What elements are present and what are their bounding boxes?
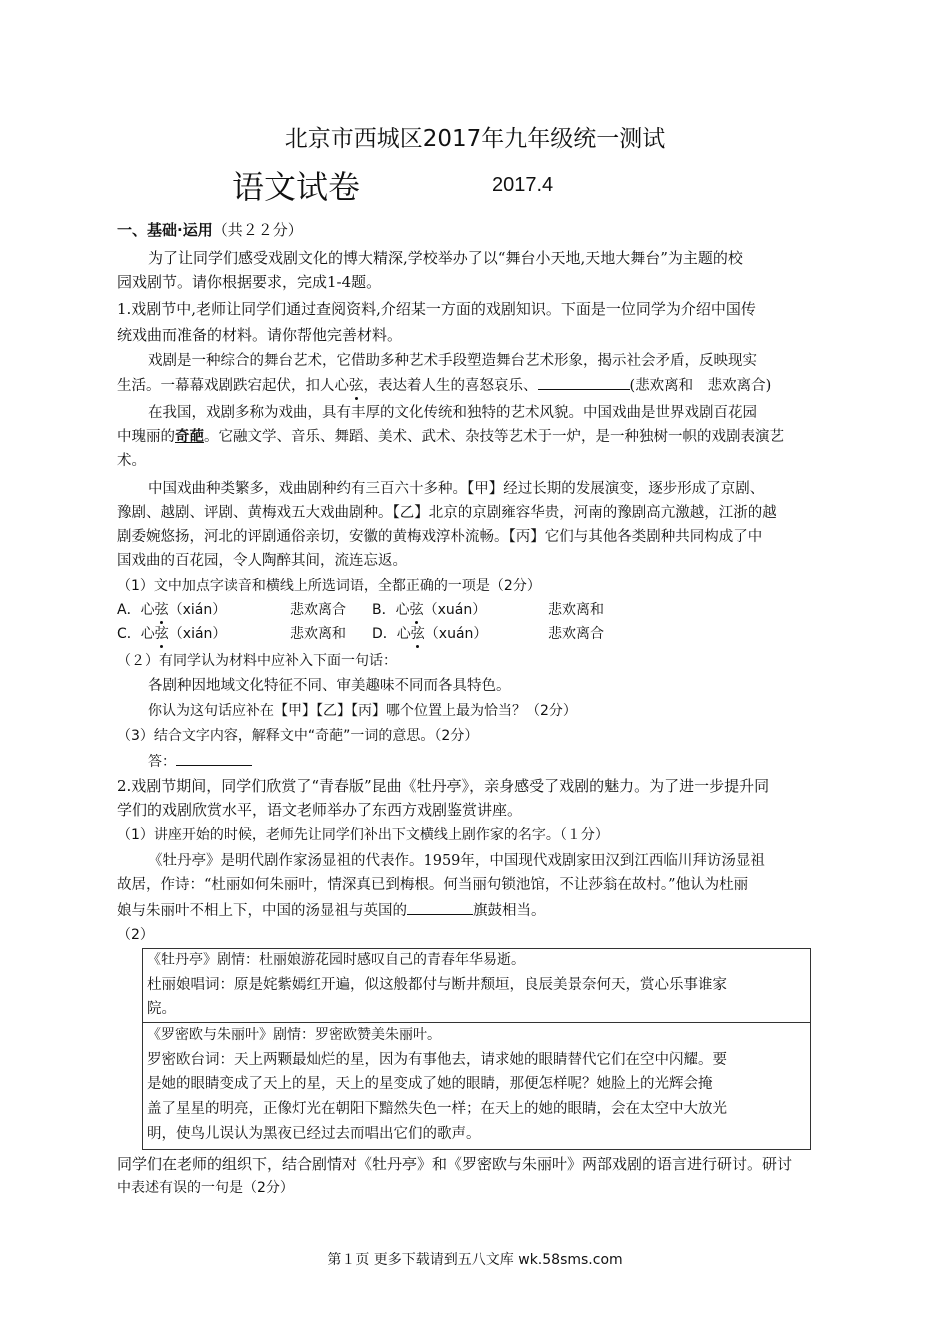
box2-line: 是她的眼睛变成了天上的星，天上的星变成了她的眼睛，那便怎样呢？她脸上的光辉会掩 — [147, 1076, 713, 1092]
option-a[interactable]: A．心弦（xián） — [117, 602, 227, 618]
answer-line: 答： — [148, 751, 252, 772]
box2-line: 《罗密欧与朱丽叶》剧情：罗密欧赞美朱丽叶。 — [147, 1027, 441, 1043]
q1-sub1: （1）文中加点字读音和横线上所选词语，全都正确的一项是（2分） — [117, 578, 541, 594]
keyword-qipa: 奇葩 — [175, 428, 204, 445]
q1-passage-line: 术。 — [117, 453, 146, 469]
q1-passage-line: 在我国，戏剧多称为戏曲，具有丰厚的文化传统和独特的艺术风貌。中国戏曲是世界戏剧百花园 — [148, 405, 757, 421]
q2-closing-2: 中表述有误的一句是（2分） — [117, 1180, 294, 1196]
option-c-word: 悲欢离和 — [290, 626, 346, 642]
q1-passage-line: 剧委婉悠扬，河北的评剧通俗亲切，安徽的黄梅戏淳朴流畅。【丙】它们与其他各类剧种共同构成了中 — [117, 529, 763, 545]
section-title: 一、基础·运用 — [117, 221, 213, 239]
q1-passage-line: 国戏曲的百花园，令人陶醉其间，流连忘返。 — [117, 553, 407, 569]
q1-stem-2: 统戏曲而准备的材料。请你帮他完善材料。 — [117, 326, 403, 344]
option-d[interactable]: D．心弦（xuán） — [372, 626, 488, 642]
dotted-char: 弦 — [349, 378, 364, 394]
intro-line-1: 为了让同学们感受戏剧文化的博大精深,学校举办了以“舞台小天地,天地大舞台”为主题的校 — [148, 249, 743, 267]
page-footer: 第１页 更多下载请到五八文库 wk.58sms.com — [327, 1252, 623, 1268]
box1-line: 院。 — [147, 1001, 176, 1017]
intro-line-2: 园戏剧节。请你根据要求，完成1-4题。 — [117, 273, 382, 291]
q2-stem-1: 2.戏剧节期间，同学们欣赏了“青春版”昆曲《牡丹亭》，亲身感受了戏剧的魅力。为了进一步提升同 — [117, 777, 770, 795]
q1-stem-1: 1.戏剧节中,老师让同学们通过查阅资料,介绍某一方面的戏剧知识。下面是一位同学为介绍中国传 — [117, 300, 756, 318]
box2-line: 罗密欧台词：天上两颗最灿烂的星，因为有事他去，请求她的眼睛替代它们在空中闪耀。要 — [147, 1052, 727, 1068]
answer-blank[interactable] — [538, 375, 630, 390]
option-d-word: 悲欢离合 — [548, 626, 604, 642]
section-score: （共２２分） — [212, 221, 303, 239]
box2-line: 明，使鸟儿误认为黑夜已经过去而唱出它们的歌声。 — [147, 1126, 481, 1142]
option-c[interactable]: C．心弦（xián） — [117, 626, 227, 642]
q1-passage-line: 生活。一幕幕戏剧跌宕起伏，扣人心弦，表达着人生的喜怒哀乐、 (悲欢离和 悲欢离合) — [117, 375, 771, 396]
q1-sub2-ask: 你认为这句话应补在【甲】【乙】【丙】哪个位置上最为恰当？（2分） — [148, 703, 577, 719]
box1-line: 《牡丹亭》剧情：杜丽娘游花园时感叹自己的青春年华易逝。 — [147, 952, 525, 968]
q2-closing-1: 同学们在老师的组织下，结合剧情对《牡丹亭》和《罗密欧与朱丽叶》两部戏剧的语言进行研讨。研讨 — [117, 1155, 793, 1173]
q2-passage-line: 娘与朱丽叶不相上下，中国的汤显祖与英国的 旗鼓相当。 — [117, 900, 546, 921]
q1-sub2: （２）有同学认为材料中应补入下面一句话： — [117, 653, 397, 669]
q2-passage-line: 《牡丹亭》是明代剧作家汤显祖的代表作。1959年，中国现代戏剧家田汉到江西临川拜访汤显祖 — [148, 853, 765, 869]
q1-sub3: （3）结合文字内容，解释文中“奇葩”一词的意思。（2分） — [117, 728, 479, 744]
answer-blank[interactable] — [407, 900, 473, 915]
q2-sub2: （2） — [117, 927, 154, 943]
section-heading — [117, 220, 303, 240]
exam-title: 北京市西城区2017年九年级统一测试 — [284, 126, 666, 152]
q2-sub1: （1）讲座开始的时候，老师先让同学们补出下文横线上剧作家的名字。（１分） — [117, 827, 609, 843]
q2-stem-2: 学们的戏剧欣赏水平，语文老师举办了东西方戏剧鉴赏讲座。 — [117, 801, 523, 819]
q2-passage-line: 故居，作诗：“杜丽如何朱丽叶，情深真已到梅根。何当丽句锁池馆，不让莎翁在故村。”他认为杜丽 — [117, 877, 749, 893]
box2-line: 盖了星星的明亮，正像灯光在朝阳下黯然失色一样；在天上的她的眼睛，会在太空中大放光 — [147, 1101, 727, 1117]
q1-sub2-quote: 各剧种因地域文化特征不同、审美趣味不同而各具特色。 — [148, 678, 511, 694]
box1-line: 杜丽娘唱词：原是姹紫嫣红开遍，似这般都付与断井颓垣，良辰美景奈何天，赏心乐事谁家 — [147, 977, 727, 993]
q1-passage-line: 戏剧是一种综合的舞台艺术，它借助多种艺术手段塑造舞台艺术形象，揭示社会矛盾，反映现实 — [148, 353, 757, 369]
q1-passage-line: 豫剧、越剧、评剧、黄梅戏五大戏曲剧种。【乙】北京的京剧雍容华贵，河南的豫剧高亢激越，江浙的越 — [117, 505, 777, 521]
subject-title: 语文试卷 — [232, 168, 361, 206]
option-a-word: 悲欢离合 — [290, 602, 346, 618]
option-b-word: 悲欢离和 — [548, 602, 604, 618]
answer-blank[interactable] — [176, 751, 252, 766]
exam-date: 2017.4 — [492, 174, 554, 196]
option-b[interactable]: B．心弦（xuán） — [372, 602, 487, 618]
q1-passage-line: 中瑰丽的奇葩。它融文学、音乐、舞蹈、美术、武术、杂技等艺术于一炉，是一种独树一帜的戏剧表演艺 — [117, 428, 784, 445]
q1-passage-line: 中国戏曲种类繁多，戏曲剧种约有三百六十多种。【甲】经过长期的发展演变，逐步形成了京剧、 — [148, 481, 765, 497]
